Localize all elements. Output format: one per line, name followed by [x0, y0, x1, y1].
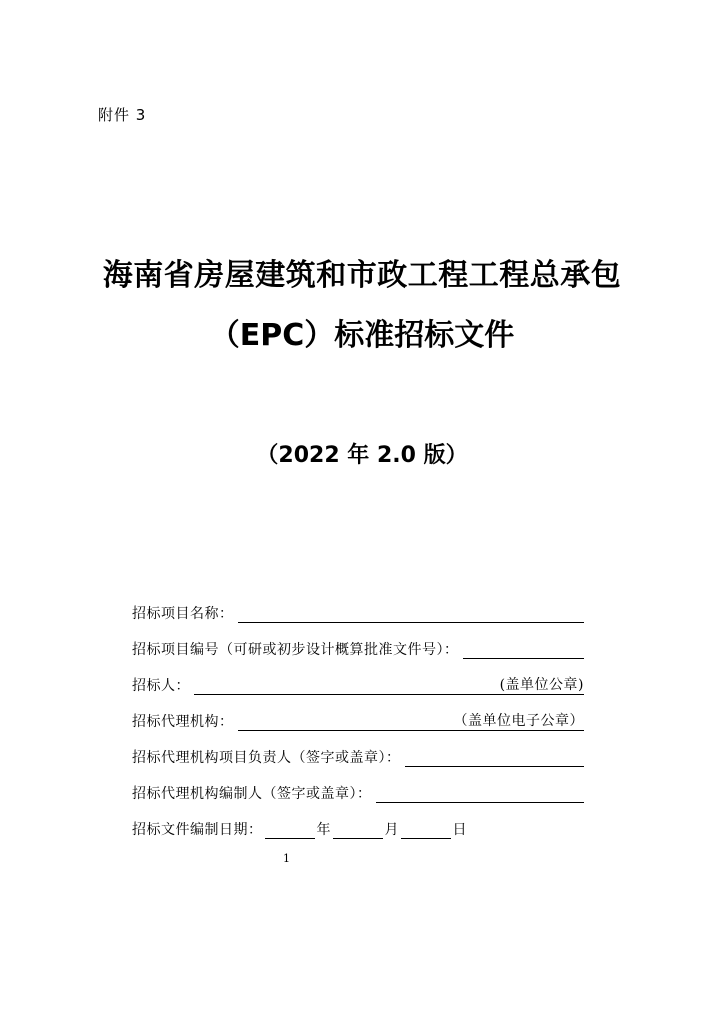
project-name-label: 招标项目名称：	[132, 606, 234, 622]
date-day-blank[interactable]	[401, 820, 451, 839]
document-title-line2: （EPC）标准招标文件	[209, 318, 515, 353]
date-label: 招标文件编制日期：	[132, 822, 263, 838]
tenderer-blank[interactable]	[194, 676, 584, 695]
agency-pm-row	[132, 744, 584, 767]
agency-pm-label: 招标代理机构项目负责人（签字或盖章）：	[132, 750, 401, 766]
agency-compiler-row	[132, 780, 584, 803]
project-number-label: 招标项目编号（可研或初步设计概算批准文件号）：	[132, 642, 459, 658]
project-number-row	[132, 636, 584, 659]
page-number: 1	[283, 852, 290, 865]
project-name-blank[interactable]	[238, 604, 585, 623]
document-version: （2022 年 2.0 版）	[256, 443, 468, 468]
tenderer-row	[132, 672, 584, 695]
date-row	[132, 816, 584, 839]
attachment-label: 附件 3	[98, 106, 147, 124]
date-day-unit: 日	[452, 822, 467, 838]
project-number-blank[interactable]	[463, 640, 585, 659]
date-year-blank[interactable]	[265, 820, 315, 839]
project-name-row	[132, 600, 584, 623]
tenderer-seal-note: (盖单位公章)	[499, 677, 584, 693]
tenderer-label: 招标人：	[132, 678, 190, 694]
agency-blank[interactable]	[238, 712, 585, 731]
agency-row	[132, 708, 584, 731]
agency-label: 招标代理机构：	[132, 714, 234, 730]
cover-form	[132, 600, 584, 852]
agency-seal-note: （盖单位电子公章）	[453, 713, 584, 729]
agency-compiler-label: 招标代理机构编制人（签字或盖章）：	[132, 786, 372, 802]
date-year-unit: 年	[316, 822, 331, 838]
date-month-unit: 月	[384, 822, 399, 838]
date-month-blank[interactable]	[333, 820, 383, 839]
agency-compiler-blank[interactable]	[376, 784, 585, 803]
agency-pm-blank[interactable]	[405, 748, 585, 767]
document-title-line1: 海南省房屋建筑和市政工程工程总承包	[102, 258, 622, 293]
